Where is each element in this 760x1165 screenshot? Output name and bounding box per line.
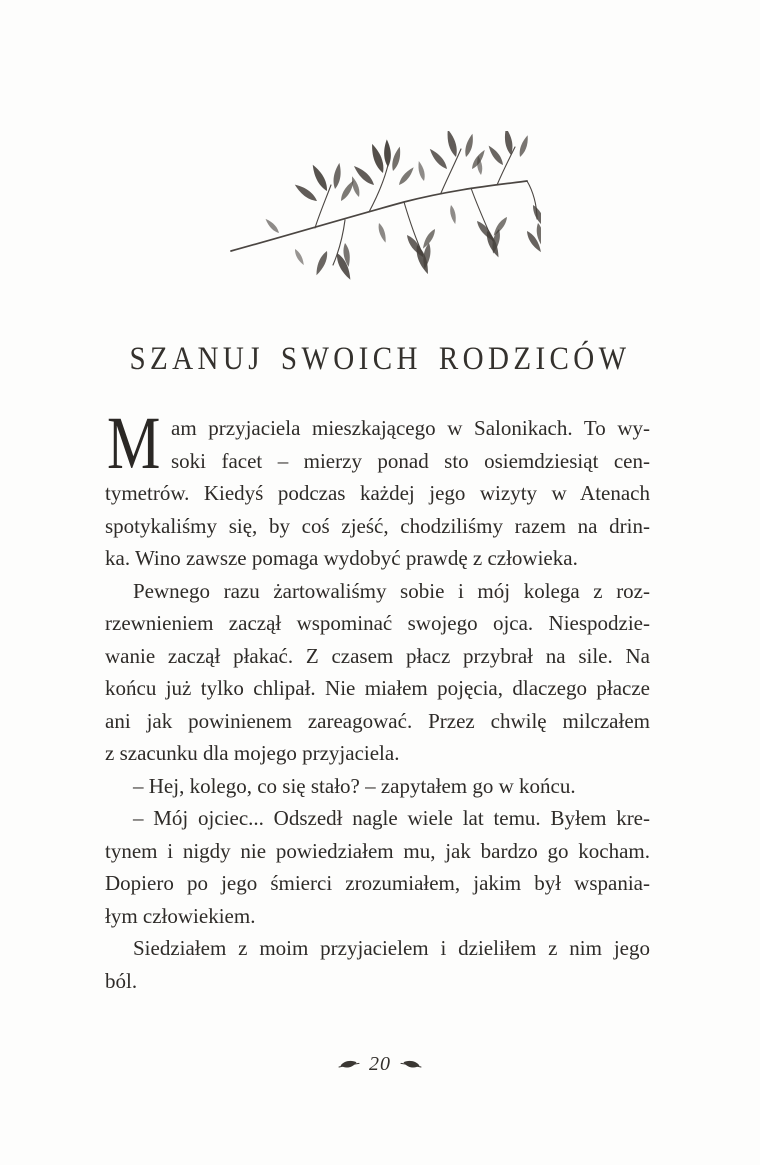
paragraph bbox=[105, 932, 650, 997]
leaf-ornament-right bbox=[400, 1058, 422, 1072]
text-line: wanie zaczął płakać. Z czasem płacz przybrał na sile. Na bbox=[105, 643, 650, 668]
text-line: spotykaliśmy się, by coś zjeść, chodziliśmy razem na drin- bbox=[105, 513, 650, 538]
text-line: ból. bbox=[105, 968, 138, 993]
text-line: ka. Wino zawsze pomaga wydobyć prawdę z człowieka. bbox=[105, 546, 578, 570]
text-line: końcu już tylko chlipał. Nie miałem pojęcia, dlaczego płacze bbox=[105, 676, 650, 700]
text-line: Dopiero po jego śmierci zrozumiałem, jakim był wspania- bbox=[105, 871, 650, 895]
paragraph bbox=[105, 575, 650, 770]
text-line: Siedziałem z moim przyjacielem i dzieliłem z nim jego bbox=[133, 936, 650, 960]
text-line: – Mój ojciec... Odszedł nagle wiele lat temu. Byłem kre- bbox=[133, 806, 650, 830]
text-line: – Hej, kolego, co się stało? – zapytałem go w końcu. bbox=[133, 773, 576, 798]
paragraph bbox=[105, 402, 650, 575]
text-line: soki facet – mierzy ponad sto osiemdziesiąt cen- bbox=[171, 448, 650, 473]
leaf-ornament-left bbox=[338, 1058, 360, 1072]
text-line: rzewnieniem zaczął wspominać swojego ojca. Niespodzie- bbox=[105, 611, 650, 635]
branch-illustration bbox=[219, 131, 541, 289]
page-footer bbox=[0, 1053, 760, 1076]
chapter-text bbox=[105, 402, 650, 997]
text-line: ani jak powinienem zareagować. Przez chwilę milczałem bbox=[105, 708, 650, 733]
text-line: łym człowiekiem. bbox=[105, 903, 256, 928]
text-line: Pewnego razu żartowaliśmy sobie i mój kolega z roz- bbox=[133, 578, 650, 603]
chapter-ornament bbox=[0, 131, 760, 289]
page-number: 20 bbox=[369, 1053, 391, 1075]
drop-cap: M bbox=[107, 402, 161, 485]
text-line: am przyjaciela mieszkającego w Salonikach. To wy- bbox=[171, 416, 650, 440]
paragraph bbox=[105, 770, 650, 803]
text-line: tynem i nigdy nie powiedziałem mu, jak bardzo go kocham. bbox=[105, 838, 650, 863]
text-line: z szacunku dla mojego przyjaciela. bbox=[105, 741, 400, 765]
chapter-title: SZANUJ SWOICH RODZICÓW bbox=[129, 341, 631, 377]
text-line: tymetrów. Kiedyś podczas każdej jego wizyty w Atenach bbox=[105, 481, 650, 505]
paragraph bbox=[105, 802, 650, 932]
